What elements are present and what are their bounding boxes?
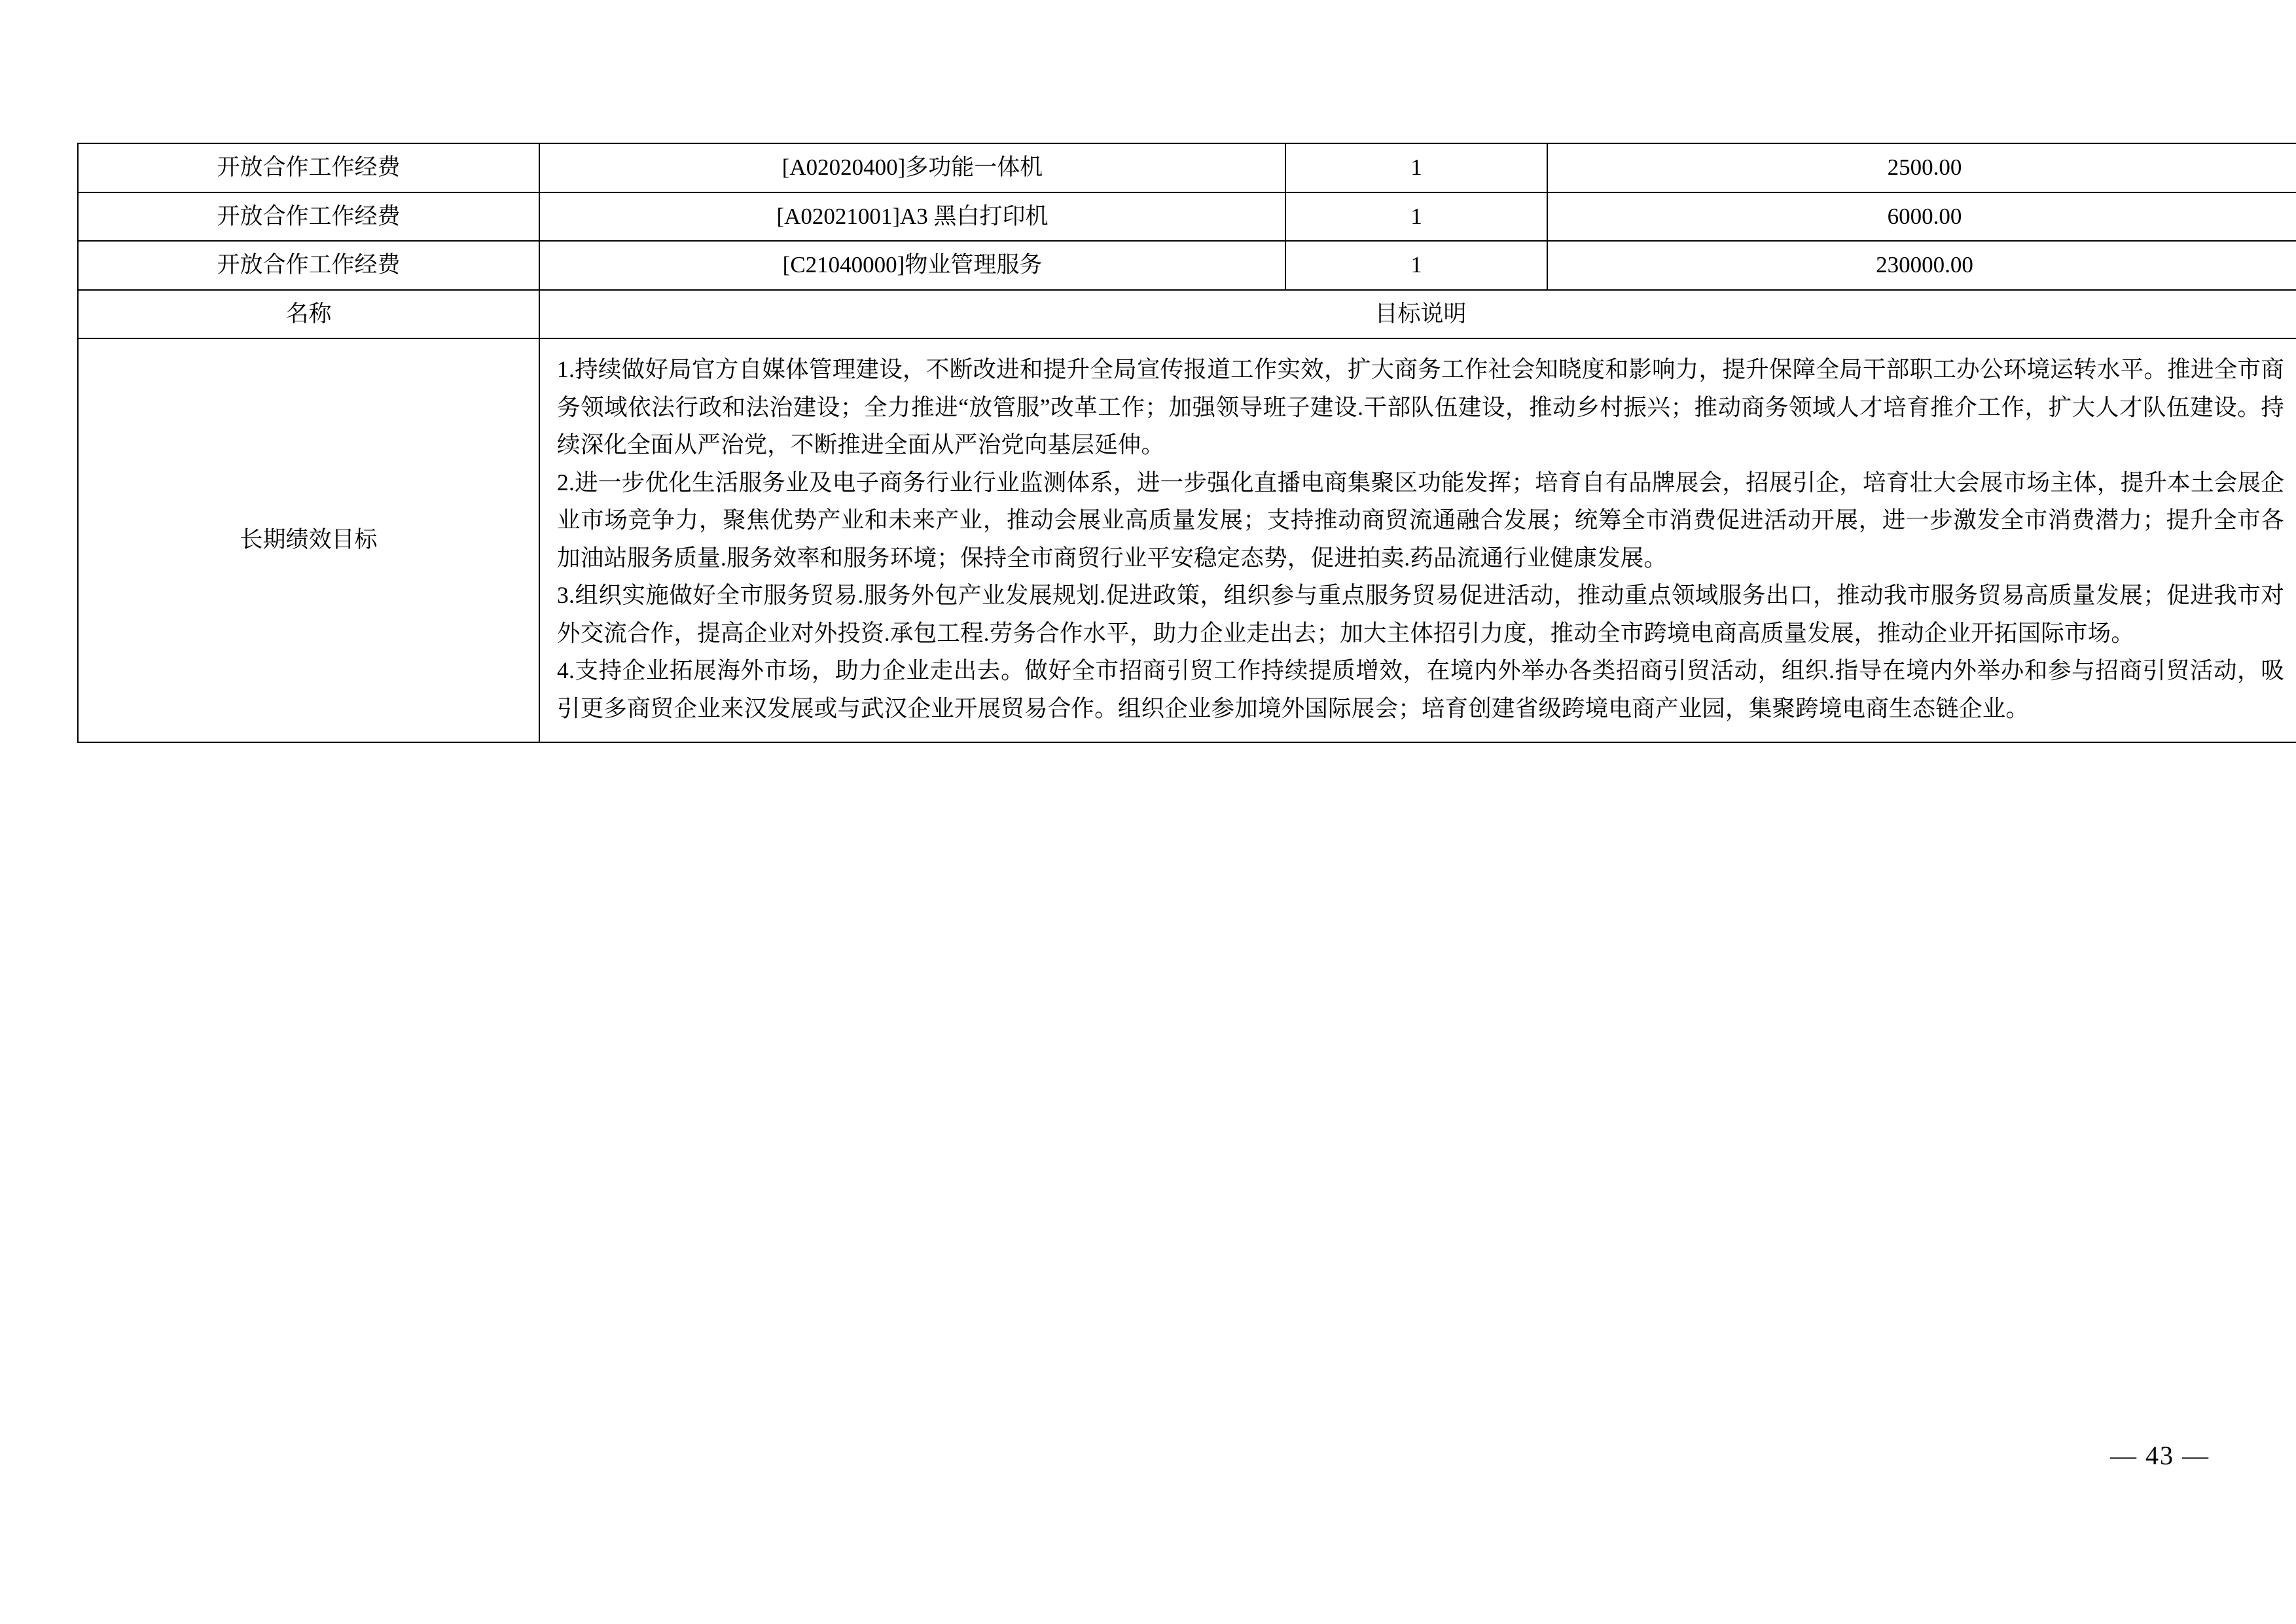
- budget-table: [77, 143, 2296, 743]
- table-row: [78, 143, 2296, 192]
- expense-qty: 1: [1285, 143, 1547, 192]
- goal-paragraph: 2.进一步优化生活服务业及电子商务行业行业监测体系，进一步强化直播电商集聚区功能发挥；培育自有品牌展会，招展引企，培育壮大会展市场主体，提升本土会展企业市场竞争力，聚焦优势产业和未来产业，推动会展业高质量发展；支持推动商贸流通融合发展；统筹全市消费促进活动开展，进一步激发全市消费潜力；提升全市各加油站服务质量.服务效率和服务环境；保持全市商贸行业平安稳定态势，促进拍卖.药品流通行业健康发展。: [557, 469, 2284, 571]
- goal-paragraph: 3.组织实施做好全市服务贸易.服务外包产业发展规划.促进政策，组织参与重点服务贸易促进活动，推动重点领域服务出口，推动我市服务贸易高质量发展；促进我市对外交流合作，提高企业对外投资.承包工程.劳务合作水平，助力企业走出去；加大主体招引力度，推动全市跨境电商高质量发展，推动企业开拓国际市场。: [557, 582, 2284, 646]
- expense-item: [A02021001]A3 黑白打印机: [539, 192, 1285, 242]
- goal-paragraph: 1.持续做好局官方自媒体管理建设，不断改进和提升全局宣传报道工作实效，扩大商务工作社会知晓度和影响力，提升保障全局干部职工办公环境运转水平。推进全市商务领域依法行政和法治建设；全力推进“放管服”改革工作；加强领导班子建设.干部队伍建设，推动乡村振兴；推动商务领域人才培育推介工作，扩大人才队伍建设。持续深化全面从严治党，不断推进全面从严治党向基层延伸。: [557, 356, 2284, 458]
- goal-row: [78, 338, 2296, 742]
- table-row: [78, 241, 2296, 290]
- expense-amount: 6000.00: [1547, 192, 2296, 242]
- goal-label: 长期绩效目标: [78, 338, 539, 742]
- expense-name: 开放合作工作经费: [78, 143, 539, 192]
- expense-item: [A02020400]多功能一体机: [539, 143, 1285, 192]
- expense-item: [C21040000]物业管理服务: [539, 241, 1285, 290]
- expense-qty: 1: [1285, 241, 1547, 290]
- expense-amount: 2500.00: [1547, 143, 2296, 192]
- table-row: [78, 192, 2296, 242]
- goal-name-header: 名称: [78, 290, 539, 339]
- goal-description-header: 目标说明: [539, 290, 2296, 339]
- expense-qty: 1: [1285, 192, 1547, 242]
- page-number: — 43 —: [2110, 1441, 2210, 1470]
- goal-paragraph: 4.支持企业拓展海外市场，助力企业走出去。做好全市招商引贸工作持续提质增效，在境内外举办各类招商引贸活动，组织.指导在境内外举办和参与招商引贸活动，吸引更多商贸企业来汉发展或与武汉企业开展贸易合作。组织企业参加境外国际展会；培育创建省级跨境电商产业园，集聚跨境电商生态链企业。: [557, 657, 2284, 721]
- expense-name: 开放合作工作经费: [78, 241, 539, 290]
- goal-header-row: [78, 290, 2296, 339]
- expense-name: 开放合作工作经费: [78, 192, 539, 242]
- expense-amount: 230000.00: [1547, 241, 2296, 290]
- goal-description: [539, 338, 2296, 742]
